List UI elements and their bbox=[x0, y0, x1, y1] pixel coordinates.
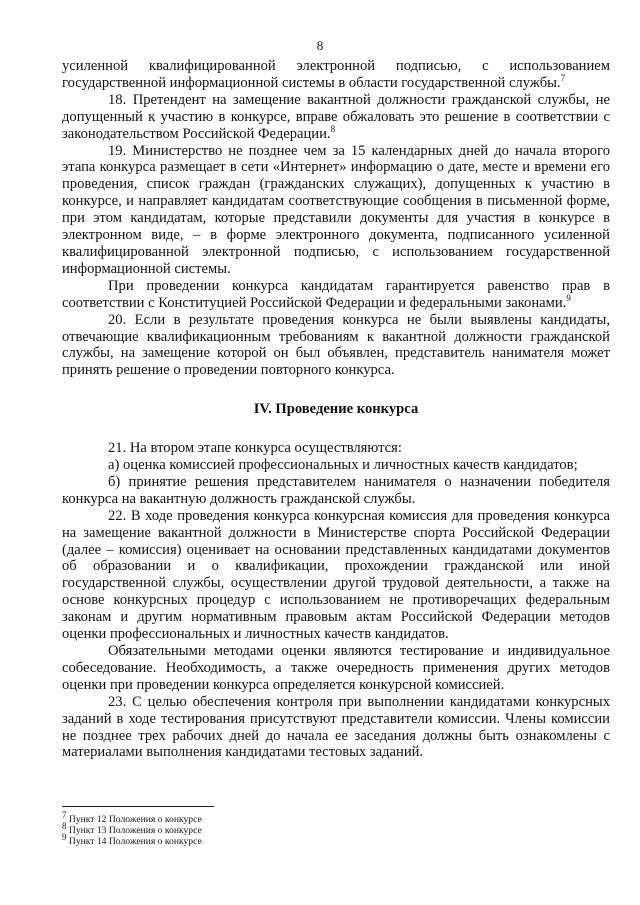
document-body bbox=[62, 58, 610, 761]
paragraph-text: а) оценка комиссией профессиональных и личностных качеств кандидатов; bbox=[108, 457, 578, 474]
footnote-ref[interactable]: 8 bbox=[330, 123, 336, 134]
paragraph-text: 19. Министерство не позднее чем за 15 календарных дней до начала второго этапа конкурса размещает в сети «Интернет» информацию о дате, месте и времени его проведения, список граждан (гражданских служащих), допущенных к участию в конкурсе, и направляет кандидатам соответствующие сообщения в письменной форме, при этом кандидатам, которые представили документы для участия в конкурсе в электронном виде, – в форме электронного документа, подписанного усиленной квалифицированной электронной подписью, с использованием государственной информационной системы. bbox=[62, 142, 610, 277]
footnote-text: Пункт 12 Положения о конкурсе bbox=[66, 814, 202, 825]
paragraph bbox=[62, 278, 610, 312]
footnote-text: Пункт 14 Положения о конкурсе bbox=[66, 836, 202, 847]
paragraph bbox=[62, 643, 610, 694]
paragraph bbox=[62, 58, 610, 92]
footnote bbox=[62, 820, 202, 836]
footnote-text: Пункт 13 Положения о конкурсе bbox=[66, 825, 202, 836]
paragraph-text: 18. Претендент на замещение вакантной должности гражданской службы, не допущенный к участию в конкурсе, вправе обжаловать это решение в соответствии с законодательством Российской Федерации. bbox=[62, 91, 610, 142]
paragraph-text: 22. В ходе проведения конкурса конкурсная комиссия для проведения конкурса на замещение вакантной должности в Министерстве спорта Российской Федерации (далее – комиссия) оценивает на основании представленных кандидатами документов об образовании и о квалификации, прохождении гражданской или иной государственной службы, осуществлении другой трудовой деятельности, а также на основе конкурсных процедур с использованием не противоречащих федеральным законам и другим нормативным правовым актам Российской Федерации методов оценки профессиональных и личностных качеств кандидатов. bbox=[62, 507, 610, 643]
paragraph bbox=[62, 474, 610, 508]
footnote-mark: 8 bbox=[62, 820, 67, 831]
footnote bbox=[62, 809, 202, 825]
paragraph bbox=[62, 694, 610, 762]
paragraph-text: усиленной квалифицированной электронной подписью, с использованием государственной информационной системы в области государственной службы. bbox=[62, 58, 610, 91]
footnote-separator bbox=[62, 806, 214, 807]
paragraphs-bottom bbox=[62, 440, 610, 761]
paragraph bbox=[62, 440, 610, 457]
paragraph-text: При проведении конкурса кандидатам гарантируется равенство прав в соответствии с Конституцией Российской Федерации и федеральными законами. bbox=[62, 277, 610, 311]
footnote bbox=[62, 831, 202, 847]
paragraph-text: Обязательными методами оценки являются тестирование и индивидуальное собеседование. Необходимость, а также очередность применения других методов оценки при проведении конкурса определяется конкурсной комиссией. bbox=[62, 643, 610, 693]
paragraph bbox=[62, 143, 610, 278]
paragraphs-top bbox=[62, 58, 610, 379]
paragraph-text: 23. С целью обеспечения контроля при выполнении кандидатами конкурсных заданий в ходе тестирования присутствуют представители комиссии. Члены комиссии не позднее трех рабочих дней до начала ее заседания должны быть ознакомлены с материалами выполнения кандидатами тестовых заданий. bbox=[62, 693, 610, 761]
footnote-mark: 9 bbox=[62, 831, 67, 842]
footnote-ref[interactable]: 9 bbox=[566, 292, 571, 303]
footnote-ref[interactable]: 7 bbox=[560, 73, 566, 84]
paragraph-text: 21. На втором этапе конкурса осуществляются: bbox=[108, 440, 402, 457]
page-number: 8 bbox=[316, 38, 324, 53]
paragraph bbox=[62, 312, 610, 380]
paragraph-text: б) принятие решения представителем нанимателя о назначении победителя конкурса на вакантную должность гражданской службы. bbox=[62, 473, 610, 507]
paragraph bbox=[62, 457, 610, 474]
paragraph bbox=[62, 508, 610, 643]
paragraph-text: 20. Если в результате проведения конкурса не были выявлены кандидаты, отвечающие квалификационным требованиям к вакантной должности гражданской службы, на замещение которой он был объявлен, представитель нанимателя может принять решение о проведении повторного конкурса. bbox=[62, 311, 610, 379]
footnotes bbox=[62, 809, 202, 847]
paragraph bbox=[62, 92, 610, 143]
section-heading: IV. Проведение конкурса bbox=[253, 401, 419, 418]
footnote-mark: 7 bbox=[62, 809, 67, 820]
